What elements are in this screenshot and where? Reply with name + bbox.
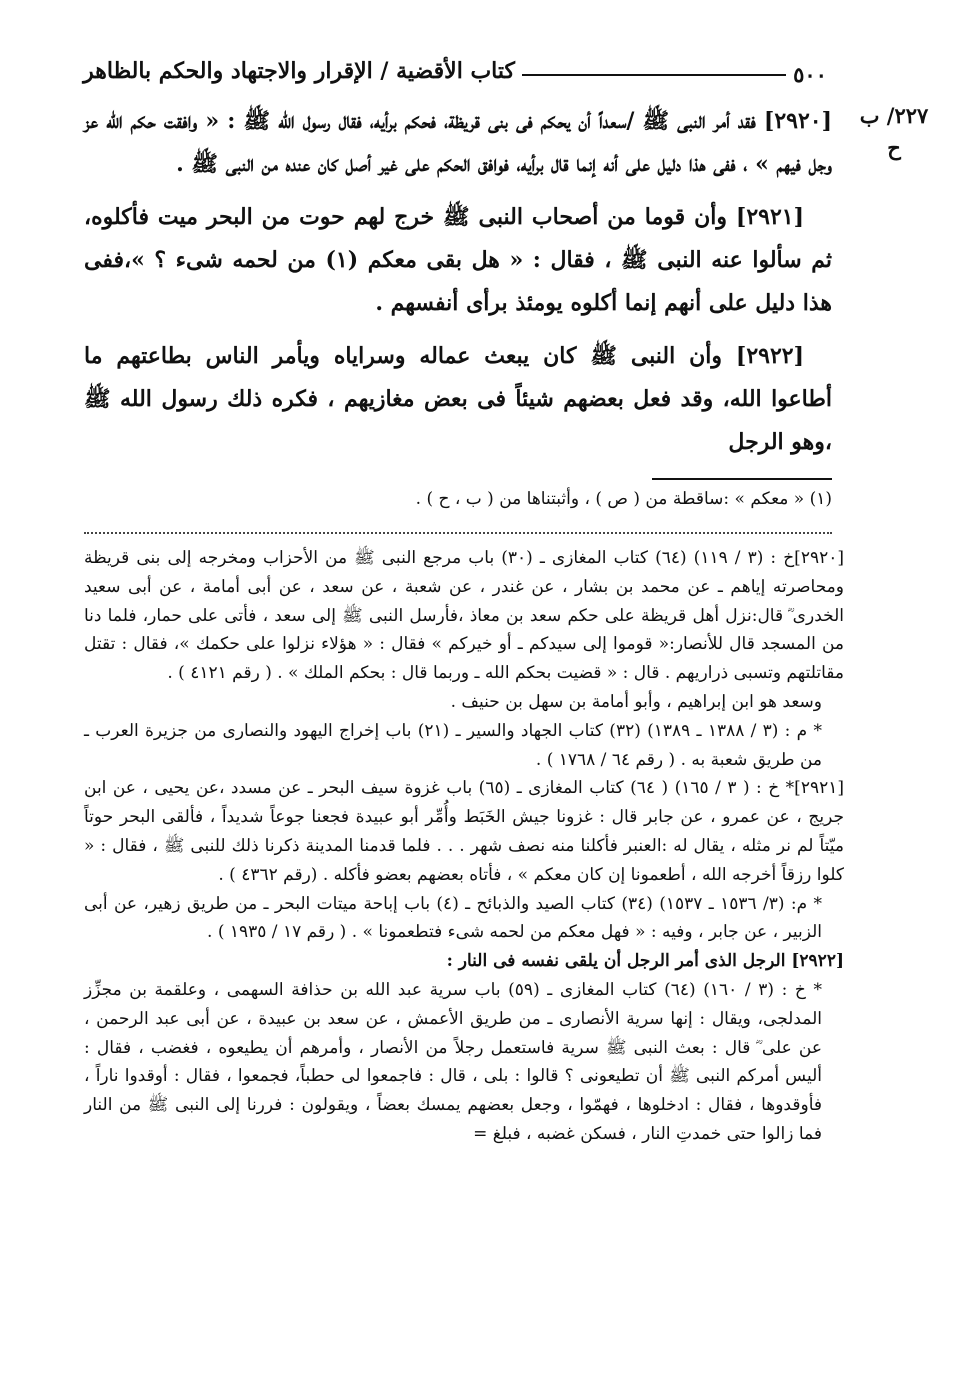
page-number: ٥٠٠ [793,62,827,87]
commentary-entry-2920: [٢٩٢٠]خ : (٣ / ١١٩) (٦٤) كتاب المغازى ـ (٣٠) باب مرجع النبى ﷺ من الأحزاب ومخرجه إلى بنى قريظة ومحاصرته إياهم ـ عن محمد بن بشار ، عن غندر ، عن شعبة ، عن سعد ، عن أبى أمامة ، عن أبى سعيد الخدرى ؓ قال:نزل أهل قريظة على حكم سعد بن معاذ ،فأرسل النبى ﷺ إلى سعد ، فأتى على حمار، فلما دنا من المسجد قال للأنصار:« قوموا إلى سيدكم ـ أو خيركم » فقال : « هؤلاء نزلوا على حكمك »، فقال : تقتل مقاتلتهم وتسبى ذراريهم . قال : « قضيت بحكم الله ـ وربما قال : بحكم الملك » . ( رقم ٤١٢١ ) . [84,548,844,684]
footnote-rule [652,478,832,480]
paragraph-2921: [٢٩٢١] وأن قوما من أصحاب النبى ﷺ خرج لهم حوت من البحر ميت فأكلوه، ثم سألوا عنه النبى ﷺ ، فقال : « هل بقى معكم (١) من لحمه شىء ؟ »،ففى هذا دليل على أنهم إنما أكلوه يومئذ برأى أنفسهم . [84,204,833,316]
commentary-muslim-ref: * م: (٣/ ١٥٣٦ ـ ١٥٣٧) (٣٤) كتاب الصيد والذبائح ـ (٤) باب إباحة ميتات البحر ـ من طريق زهير، عن أبى الزبير ، عن جابر ، وفيه : « فهل معكم من لحمه شىء فتطعمونا » . ( رقم ١٧ / ١٩٣٥ ) . [84,893,822,943]
commentary-entry-2922-heading: [٢٩٢٢] الرجل الذى أمر الرجل أن يلقى نفسه فى النار : [446,951,844,972]
commentary-bukhari-ref: * خ : (٣ / ١٦٠) (٦٤) كتاب المغازى ـ (٥٩) باب سرية عبد الله بن حذافة السهمى ، وعلقمة بن مجزِّز المدلجى، ويقال : إنها سرية الأنصارى ـ من طريق الأعمش ، عن سعد بن عبيدة ، عن أبى عبد الرحمن ، عن على ؓ قال : بعث النبى ﷺ سرية فاستعمل رجلاً من الأنصار ، وأمرهم أن يطيعوه ، فغضب ، فقال : أليس أمركم النبى ﷺ أن تطيعونى ؟ قالوا : بلى ، قال : فاجمعوا لى حطباً، فجمعوا ، فقال : أوقدوا ناراً ، فأوقدوها ، فقال : ادخلوها ، فهمّوا ، وجعل بعضهم يمسك بعضاً ، ويقولون : فررنا إلى النبى ﷺ من النار فما زالوا حتى خمدتِ النار ، فسكن غضبه ، فبلغ = [84,979,823,1144]
paragraph-2920: [٢٩٢٠] فقد أمر النبى ﷺ /سعداً أن يحكم فى بنى قريظة، فحكم برأيه، فقال رسول الله ﷺ : « وافقت حكم الله عز وجل فيهم » ، ففى هذا دليل على أنه إنما قال برأيه، فوافق الحكم على غير أصل كان عنده من النبى ﷺ . [84,108,832,177]
running-header-title: كتاب الأقضية / الإقرار والاجتهاد والحكم بالظاهر [83,58,515,84]
margin-folio-line1: ٢٢٧/ ب [859,103,929,128]
commentary-note: وسعد هو ابن إبراهيم ، وأبو أمامة بن سهل بن حنيف . [450,691,822,712]
header-rule [522,74,786,76]
margin-folio-note [850,100,938,164]
commentary-entry-2921: [٢٩٢١]* خ : ( ٣ / ١٦٥) ( ٦٤) كتاب المغازى ـ (٦٥) باب غزوة سيف البحر ـ عن مسدد ،عن يحيى ، عن ابن جريج ، عن عمرو ، عن جابر قال : غزونا جيش الخَبَط وأُمِّر أبو عبيدة فجعنا جوعاً شديداً ، فألقى البحر حوتاً ميّتاً لم نر مثله ، يقال له :العنبر فأكلنا منه نصف شهر . . . فلما قدمنا المدينة ذكرنا ذلك للنبى ﷺ ، فقال : « كلوا رزقاً أخرجه الله ، أطعمونا إن كان معكم » ، فأتاه بعضهم بعضو فأكله . (رقم ٤٣٦٢ ) . [84,778,844,885]
margin-folio-line2: ح [887,135,901,160]
paragraph-2922: [٢٩٢٢] وأن النبى ﷺ كان يبعث عماله وسراياه ويأمر الناس بطاعتهم ما أطاعوا الله، وقد فعل بعضهم شيئاً فى بعض مغازيهم ، فكره ذلك رسول الله ﷺ ،وهو الرجل [84,343,832,455]
commentary-separator [84,532,832,534]
main-text [84,100,832,474]
commentary-section [84,544,844,1149]
footnote: (١) « معكم » :ساقطة من ( ص ) ، وأثبتناها من ( ب ، ح ) . [415,489,832,509]
commentary-muslim-ref: * م : (٣ / ١٣٨٨ ـ ١٣٨٩) (٣٢) كتاب الجهاد والسير ـ (٢١) باب إخراج اليهود والنصارى من جزيرة العرب ـ من طريق شعبة به . ( رقم ٦٤ / ١٧٦٨ ) . [84,720,822,770]
